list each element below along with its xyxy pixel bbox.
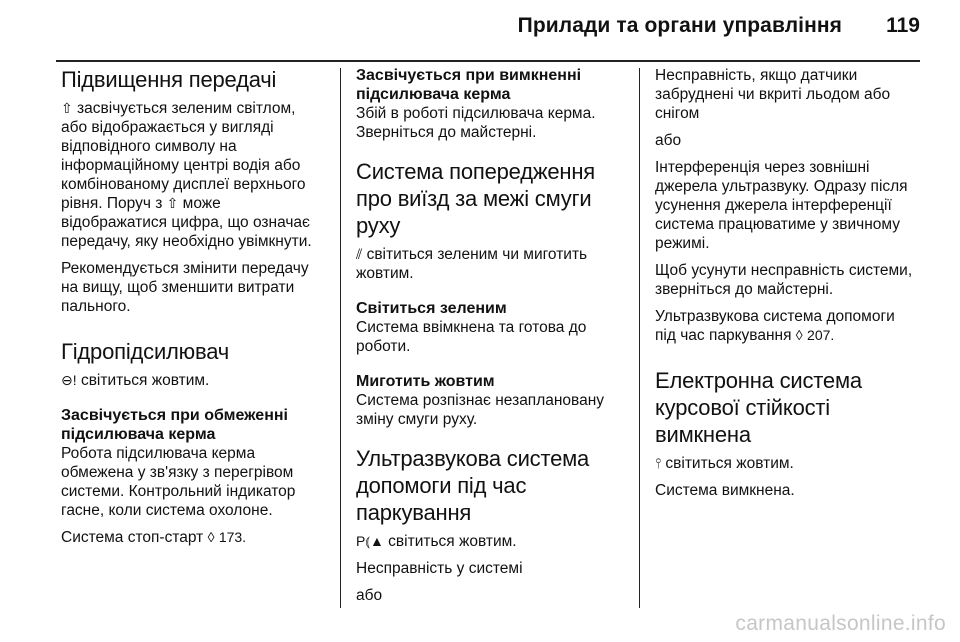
lane-departure-text: світиться зеленим чи миготить жовтим. xyxy=(356,246,588,282)
park-assist-text: світиться жовтим. xyxy=(388,533,517,550)
esc-off-icon: ⫯ xyxy=(655,455,662,471)
lights-green-paragraph: Система ввімкнена та готова до роботи. xyxy=(356,319,587,355)
page-header xyxy=(0,0,960,62)
interference-paragraph: Інтерференція через зовнішні джерела ультразвуку. Одразу після усунення джерела інтерференції система працюватиме у звичному режимі. xyxy=(655,159,908,252)
steering-limited-paragraph: Робота підсилювача керма обмежена у зв'язку з перегрівом системи. Контрольний індикатор гасне, коли система охолоне. xyxy=(61,445,296,519)
page-number: 119 xyxy=(886,14,920,37)
steering-limited-heading: Засвічується при обмеженні підсилювача керма xyxy=(61,407,288,443)
gear-shift-text-tail: може відображатися цифра, що означає передачу, яку необхідно увімкнути. xyxy=(61,195,312,250)
esc-off-paragraph-2: Система вимкнена. xyxy=(655,482,795,499)
power-steering-title: Гідропідсилювач xyxy=(61,339,230,364)
park-assist-paragraph xyxy=(356,532,618,551)
blinks-yellow-paragraph: Система розпізнає незаплановану зміну смуги руху. xyxy=(356,392,605,428)
steering-off-heading: Засвічується при вимкненні підсилювача керма xyxy=(356,67,582,103)
park-assist-ref-text: Ультразвукова система допомоги під час паркування xyxy=(655,308,895,344)
column-3 xyxy=(655,66,917,508)
column-1 xyxy=(61,66,323,555)
page-reference-icon: ◊ xyxy=(207,529,215,545)
column-2 xyxy=(356,66,618,613)
esc-off-paragraph xyxy=(655,454,917,473)
stop-start-text: Система стоп-старт xyxy=(61,529,204,546)
park-assist-title: Ультразвукова система допомоги під час паркування xyxy=(356,446,590,525)
lights-green-heading: Світиться зеленим xyxy=(356,300,507,317)
lane-departure-title: Система попередження про виїзд за межі смуги руху xyxy=(356,159,595,238)
page-header-title: Прилади та органи управління xyxy=(517,14,842,37)
column-divider-2 xyxy=(639,68,640,608)
lane-departure-paragraph xyxy=(356,245,618,283)
sensor-dirty-paragraph: Несправність, якщо датчики забруднені чи вкриті льодом або снігом xyxy=(655,67,891,122)
esc-off-text: світиться жовтим. xyxy=(665,455,794,472)
or-paragraph: або xyxy=(655,132,682,149)
contact-workshop-paragraph: Щоб усунути несправність системи, зверніться до майстерні. xyxy=(655,262,913,298)
blinks-yellow-heading: Миготить жовтим xyxy=(356,373,495,390)
steering-off-paragraph: Збій в роботі підсилювача керма. Зверніться до майстерні. xyxy=(356,105,596,141)
header-divider xyxy=(56,60,920,62)
park-assist-page-link[interactable]: 207. xyxy=(807,327,835,343)
stop-start-page-link[interactable]: 173. xyxy=(218,529,247,545)
esc-off-title: Електронна система курсової стійкості вимкнена xyxy=(655,368,862,447)
lane-departure-icon: ⫽ xyxy=(356,246,363,262)
gear-shift-up-icon: ⇧ xyxy=(61,100,73,116)
power-steering-text: світиться жовтим. xyxy=(80,372,210,389)
gear-shift-paragraph-1 xyxy=(61,99,323,251)
column-divider-1 xyxy=(340,68,341,608)
park-assist-fault: Несправність у системі xyxy=(356,560,523,577)
power-steering-paragraph xyxy=(61,371,323,390)
gear-shift-title: Підвищення передачі xyxy=(61,67,277,92)
park-assist-icon: P⦅▲ xyxy=(356,533,384,549)
park-assist-reference xyxy=(655,307,917,345)
watermark: carmanualsonline.info xyxy=(735,612,946,635)
gear-shift-up-icon-inline: ⇧ xyxy=(166,195,179,211)
page-reference-icon: ◊ xyxy=(795,327,803,343)
stop-start-reference xyxy=(61,528,323,547)
power-steering-warning-icon: ⊖! xyxy=(61,372,77,388)
gear-shift-paragraph-2: Рекомендується змінити передачу на вищу, щоб зменшити витрати пального. xyxy=(61,260,309,315)
gear-shift-text: засвічується зеленим світлом, або відображається у вигляді відповідного символу на інформаційному центрі водія або комбінованому дисплеї верхнього рівня. Поруч з xyxy=(61,100,306,212)
park-assist-or: або xyxy=(356,587,383,604)
